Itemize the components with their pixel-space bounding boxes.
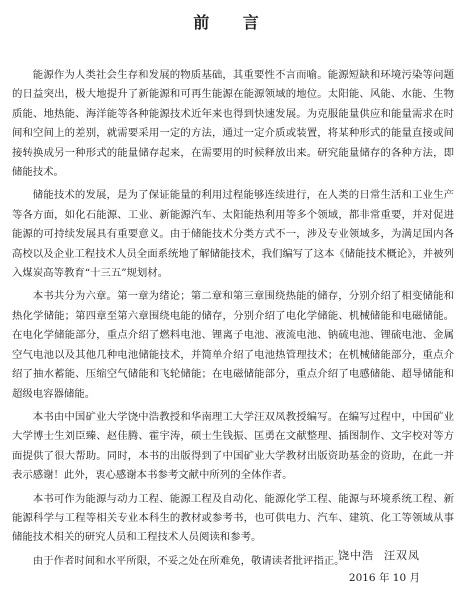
author-name: 饶中浩: [338, 549, 374, 562]
paragraph-audience: 本书可作为能源与动力工程、能源工程及自动化、能源化学工程、能源与环境系统工程、新能源科学与工程等相关专业本科生的教材或参考书，也可供电力、汽车、建筑、化工等领域从事储能技术相关的研究人员和工程技术人员阅读和参考。: [12, 492, 454, 544]
page-title: 前 言: [193, 13, 273, 32]
author-signature: [338, 547, 420, 563]
date-line: 2016 年 10 月: [348, 572, 420, 584]
author-name: 汪双凤: [384, 549, 420, 562]
paragraph-chapters: 本书共分为六章。第一章为绪论；第二章和第三章围绕热能的储存，分别介绍了相变储能和热化学储能；第四章至第六章围绕电能的储存，分别介绍了电化学储能、机械储能和电磁储能。在电化学储能部分，重点介绍了燃料电池、锂离子电池、液流电池、钠硫电池、锂硫电池、金属空气电池以及其他几种电池储能技术，并简单介绍了电池热管理技术；在机械储能部分，重点介绍了抽水蓄能、压缩空气储能和飞轮储能；在电磁储能部分，重点介绍了电感储能、超导储能和超级电容器储能。: [12, 290, 454, 400]
paragraph-development: 储能技术的发展，是为了保证能量的利用过程能够连续进行，在人类的日常生活和工业生产等各方面，如化石能源、工业、新能源汽车、太阳能热利用等多个领域，都非常重要，并对促进能源的可持续发展具有重要意义。由于储能技术分类方式不一，涉及专业领域多，为满足国内各高校以及企业工程技术人员全面系统地了解储能技术，我们编写了这本《储能技术概论》，并被列入煤炭高等教育“十三五”规划材。: [12, 189, 454, 280]
paragraph-closing: 由于作者时间和水平所限，不妥之处在所难免，敬请读者批评指正。: [32, 554, 345, 567]
paragraph-intro: 能源作为人类社会生存和发展的物质基础，其重要性不言而喻。能源短缺和环境污染等问题的日益突出，极大地提升了新能源和可再生能源在能源领域的地位。太阳能、风能、水能、生物质能、地热能、海洋能等各种能源技术近年来也得到快速发展。为克服能量供应和能量需求在时间和空间上的差别，就需要采用一定的方法，通过一定介质或装置，将某种形式的能量直接或间接转换成另一种形式的能量储存起来，在需要用的时候释放出来。研究能量储存的各种方法，即储能技术。: [12, 69, 454, 179]
paragraph-acknowledgement: 本书由中国矿业大学饶中浩教授和华南理工大学汪双凤教授编写。在编写过程中，中国矿业大学博士生刘臣臻、赵佳腾、霍宇涛，硕士生钱振、匡勇在文献整理、插图制作、文字校对等方面提供了很大帮助。同时，本书的出版得到了中国矿业大学教材出版资助基金的资助，在此一并表示感谢！此外，衷心感谢本书参考文献中所列的全体作者。: [12, 410, 454, 482]
